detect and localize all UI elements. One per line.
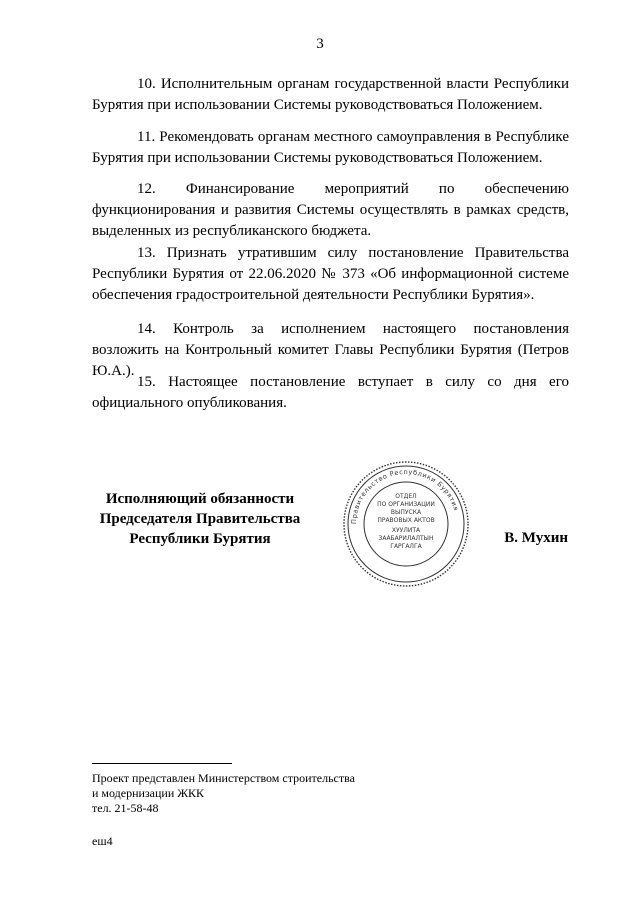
signatory-title <box>90 489 310 549</box>
paragraph-10: 10. Исполнительным органам государственной власти Республики Бурятия при использовании Системы руководствоваться Положением. <box>92 76 569 113</box>
seal-ring-text: Правительство Республики Бурятия <box>349 467 461 525</box>
page-number: 3 <box>316 36 324 52</box>
signatory-title-line: Республики Бурятия <box>129 531 271 547</box>
seal-rings <box>344 462 468 586</box>
seal-text-line: ЗААБАРИЛАЛТЫН <box>378 535 434 542</box>
seal-text-line: ХУУЛИТА <box>391 527 421 534</box>
signatory-title-line: Председателя Правительства <box>99 511 301 527</box>
footnote-phone: тел. 21-58-48 <box>92 801 159 815</box>
paragraph-14: 14. Контроль за исполнением настоящего постановления возложить на Контрольный комитет Главы Республики Бурятия (Петров Ю.А.). <box>92 321 569 379</box>
footnote-line: Проект представлен Министерством строительства <box>92 771 355 785</box>
paragraph-12: 12. Финансирование мероприятий по обеспечению функционирования и развития Системы осуществлять в рамках средств, выделенных из республиканского бюджета. <box>92 181 569 239</box>
footnote-divider <box>92 763 232 764</box>
document-code: еш4 <box>92 834 113 848</box>
paragraph-11: 11. Рекомендовать органам местного самоуправления в Республике Бурятия при использовании Системы руководствоваться Положением. <box>92 129 569 166</box>
seal-text-line: ПРАВОВЫХ АКТОВ <box>377 517 435 524</box>
official-seal <box>342 460 470 588</box>
paragraph-15: 15. Настоящее постановление вступает в силу со дня его официального опубликования. <box>92 374 569 411</box>
seal-text-line: ОТДЕЛ <box>395 493 417 500</box>
seal-text-line: ВЫПУСКА <box>390 509 422 516</box>
signatory-name: В. Мухин <box>504 530 568 546</box>
seal-text-line: ГАРГАЛГА <box>390 543 422 550</box>
seal-text-line: ПО ОРГАНИЗАЦИИ <box>377 501 435 508</box>
paragraph-13: 13. Признать утратившим силу постановление Правительства Республики Бурятия от 22.06.2020 № 373 «Об информационной системе обеспечения градостроительной деятельности Республики Бурятия». <box>92 245 569 303</box>
footnote-line: и модернизации ЖКК <box>92 786 205 800</box>
signatory-title-line: Исполняющий обязанности <box>105 491 295 507</box>
